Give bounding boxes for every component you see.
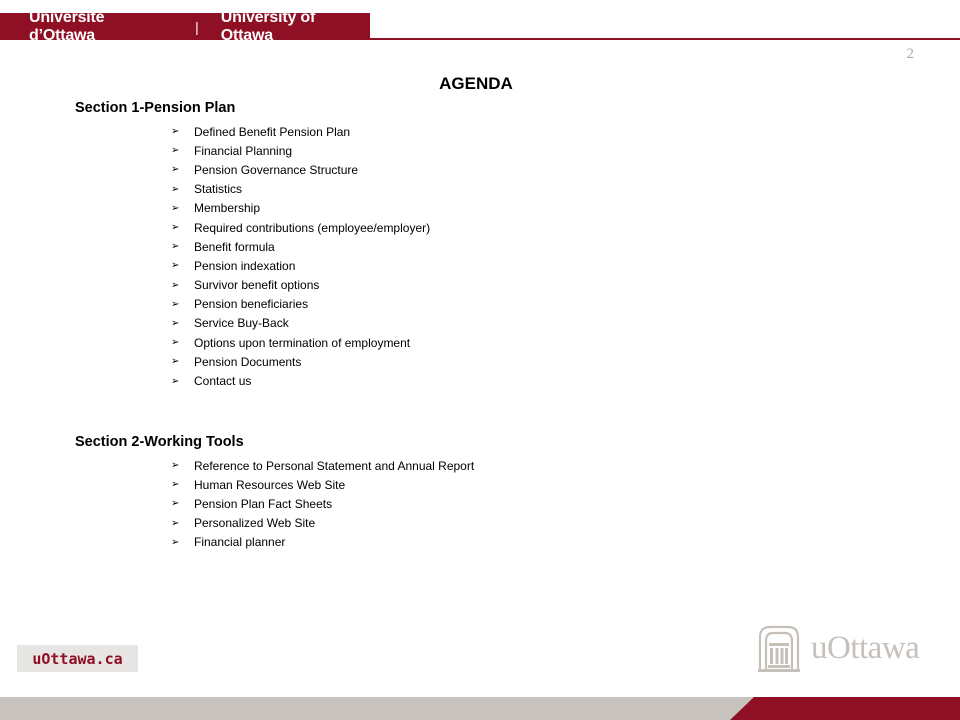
slide-title: AGENDA — [439, 74, 513, 93]
slide-number: 2 — [906, 46, 914, 62]
pension-plan-list — [171, 122, 430, 391]
website-badge[interactable]: uOttawa.ca — [17, 645, 138, 672]
arrowhead-bullet-icon: ➢ — [171, 536, 180, 548]
footer-band — [0, 697, 960, 720]
list-item: ➢ Pension Governance Structure — [171, 162, 359, 177]
arrowhead-bullet-icon: ➢ — [171, 298, 180, 310]
section-heading-pension-plan: Section 1-Pension Plan — [75, 100, 236, 116]
header-rule — [370, 38, 960, 40]
list-item: ➢ Financial planner — [171, 535, 286, 550]
list-item: ➢ Pension beneficiaries — [171, 297, 309, 312]
list-item: ➢ Survivor benefit options — [171, 278, 320, 293]
list-item: ➢ Membership — [171, 201, 261, 216]
list-item: ➢ Pension Plan Fact Sheets — [171, 496, 333, 511]
arrowhead-bullet-icon: ➢ — [171, 517, 180, 529]
arrowhead-bullet-icon: ➢ — [171, 202, 180, 214]
arrowhead-bullet-icon: ➢ — [171, 375, 180, 387]
banner-divider: | — [195, 18, 199, 35]
arrowhead-bullet-icon: ➢ — [171, 145, 180, 157]
arrowhead-bullet-icon: ➢ — [171, 479, 180, 491]
arrowhead-bullet-icon: ➢ — [171, 279, 180, 291]
university-banner — [0, 8, 370, 44]
arrowhead-bullet-icon: ➢ — [171, 317, 180, 329]
arrowhead-bullet-icon: ➢ — [171, 460, 180, 472]
arrowhead-bullet-icon: ➢ — [171, 183, 180, 195]
list-item: ➢ Benefit formula — [171, 239, 275, 254]
list-item: ➢ Options upon termination of employment — [171, 335, 411, 350]
section-heading-working-tools: Section 2-Working Tools — [75, 434, 244, 450]
list-item: ➢ Contact us — [171, 374, 252, 389]
arrowhead-bullet-icon: ➢ — [171, 222, 180, 234]
footer-accent — [730, 697, 960, 720]
list-item: ➢ Pension Documents — [171, 354, 302, 369]
logo-wordmark: uOttawa — [811, 629, 920, 666]
university-name-english: University of Ottawa — [220, 8, 316, 44]
list-item: ➢ Service Buy-Back — [171, 316, 289, 331]
list-item: ➢ Required contributions (employee/employer) — [171, 220, 431, 235]
arrowhead-bullet-icon: ➢ — [171, 498, 180, 510]
university-name-french: Université d’Ottawa — [29, 8, 105, 44]
uottawa-logo — [757, 622, 919, 674]
working-tools-list — [171, 456, 474, 552]
university-building-icon — [757, 623, 801, 673]
list-item: ➢ Defined Benefit Pension Plan — [171, 124, 351, 139]
arrowhead-bullet-icon: ➢ — [171, 164, 180, 176]
list-item: ➢ Financial Planning — [171, 143, 293, 158]
arrowhead-bullet-icon: ➢ — [171, 241, 180, 253]
list-item: ➢ Reference to Personal Statement and Annual Report — [171, 458, 475, 473]
arrowhead-bullet-icon: ➢ — [171, 356, 180, 368]
list-item: ➢ Personalized Web Site — [171, 516, 316, 531]
arrowhead-bullet-icon: ➢ — [171, 126, 180, 138]
list-item: ➢ Pension indexation — [171, 258, 296, 273]
list-item: ➢ Human Resources Web Site — [171, 477, 346, 492]
arrowhead-bullet-icon: ➢ — [171, 260, 180, 272]
arrowhead-bullet-icon: ➢ — [171, 337, 180, 349]
list-item: ➢ Statistics — [171, 182, 243, 197]
